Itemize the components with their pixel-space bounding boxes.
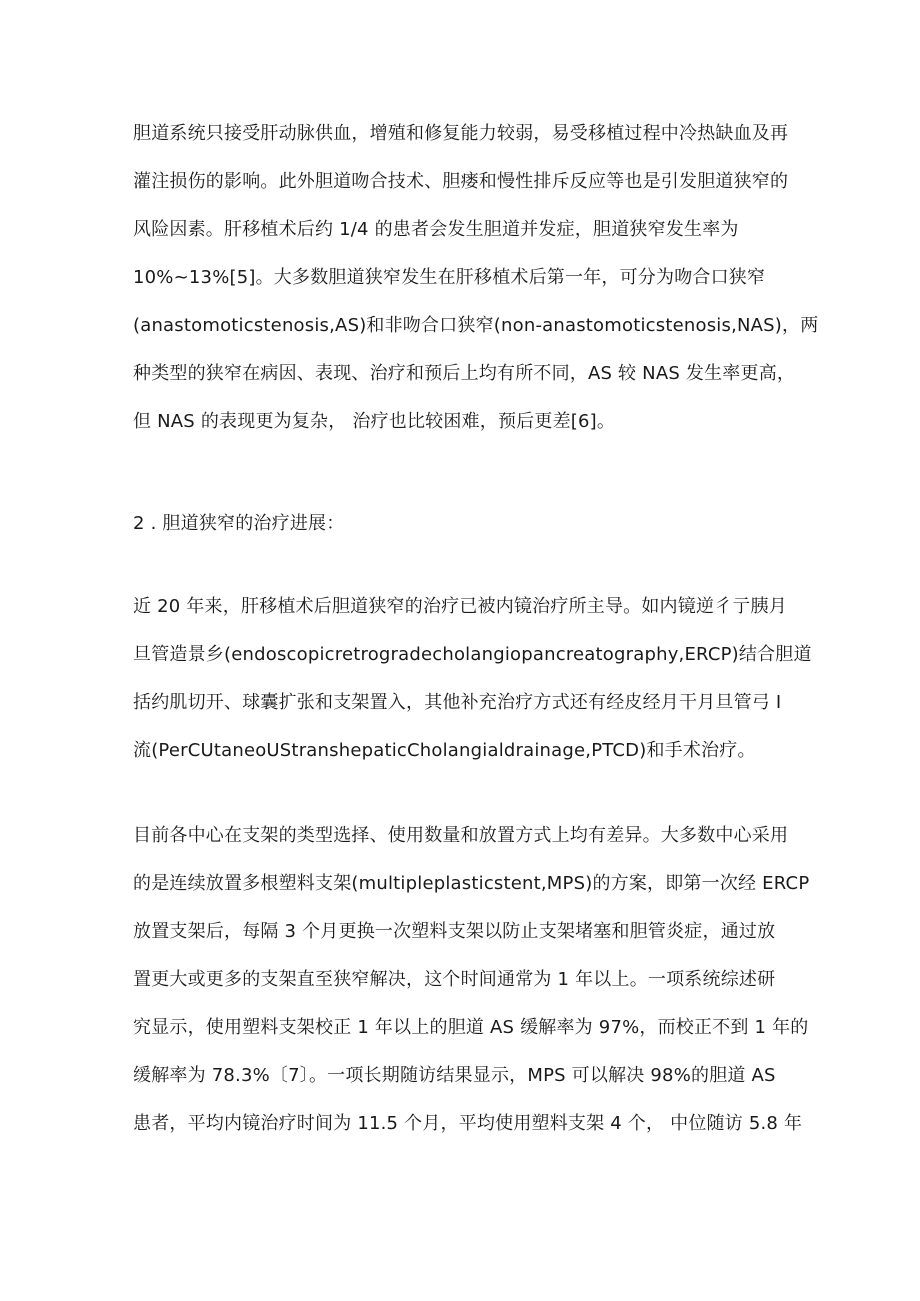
- text-line: 风险因素。肝移植术后约 1/4 的患者会发生胆道并发症，胆道狭窄发生率为: [133, 219, 739, 240]
- text-line: 10%~13%[5]。大多数胆道狭窄发生在肝移植术后第一年，可分为吻合口狭窄: [133, 267, 766, 288]
- text-line: 究显示，使用塑料支架校正 1 年以上的胆道 AS 缓解率为 97%，而校正不到 1 年的: [133, 1017, 809, 1038]
- section-heading: [133, 500, 805, 548]
- text-line: (anastomoticstenosis,AS)和非吻合口狭窄(non-anastomoticstenosis,NAS)，两: [133, 315, 819, 336]
- text-line: 近 20 年来，肝移植术后胆道狭窄的治疗已被内镜治疗所主导。如内镜逆彳亍胰月: [133, 596, 787, 617]
- text-line: 患者，平均内镜治疗时间为 11.5 个月，平均使用塑料支架 4 个， 中位随访 5.8 年: [133, 1113, 803, 1134]
- text-line: 种类型的狭窄在病因、表现、治疗和预后上均有所不同，AS 较 NAS 发生率更高，: [133, 363, 796, 384]
- text-line: 灌注损伤的影响。此外胆道吻合技术、胆瘘和慢性排斥反应等也是引发胆道狭窄的: [133, 171, 789, 192]
- section-heading-text: 2 . 胆道狭窄的治疗进展：: [133, 513, 345, 534]
- text-line: 流(PerCUtaneoUStranshepaticCholangialdrainage,PTCD)和手术治疗。: [133, 740, 756, 761]
- paragraph-stent-strategies: [133, 812, 810, 1148]
- paragraph-endoscopic-treatment: [133, 583, 812, 775]
- text-line: 括约肌切开、球囊扩张和支架置入，其他补充治疗方式还有经皮经月干月旦管弓 I: [133, 692, 782, 713]
- text-line: 目前各中心在支架的类型选择、使用数量和放置方式上均有差异。大多数中心采用: [133, 825, 789, 846]
- text-line: 置更大或更多的支架直至狭窄解决，这个时间通常为 1 年以上。一项系统综述研: [133, 969, 776, 990]
- text-line: 的是连续放置多根塑料支架(multipleplasticstent,MPS)的方案，即第一次经 ERCP: [133, 873, 810, 894]
- text-line: 放置支架后，每隔 3 个月更换一次塑料支架以防止支架堵塞和胆管炎症，通过放: [133, 921, 776, 942]
- text-line: 但 NAS 的表现更为复杂， 治疗也比较困难，预后更差[6]。: [133, 411, 616, 432]
- text-line: 胆道系统只接受肝动脉供血，增殖和修复能力较弱，易受移植过程中冷热缺血及再: [133, 123, 789, 144]
- text-line: 旦管造景乡(endoscopicretrogradecholangiopancreatography,ERCP)结合胆道: [133, 644, 812, 665]
- text-line: 缓解率为 78.3%〔7〕。一项长期随访结果显示，MPS 可以解决 98%的胆道 AS: [133, 1065, 776, 1086]
- paragraph-biliary-stricture-risk: [133, 110, 819, 446]
